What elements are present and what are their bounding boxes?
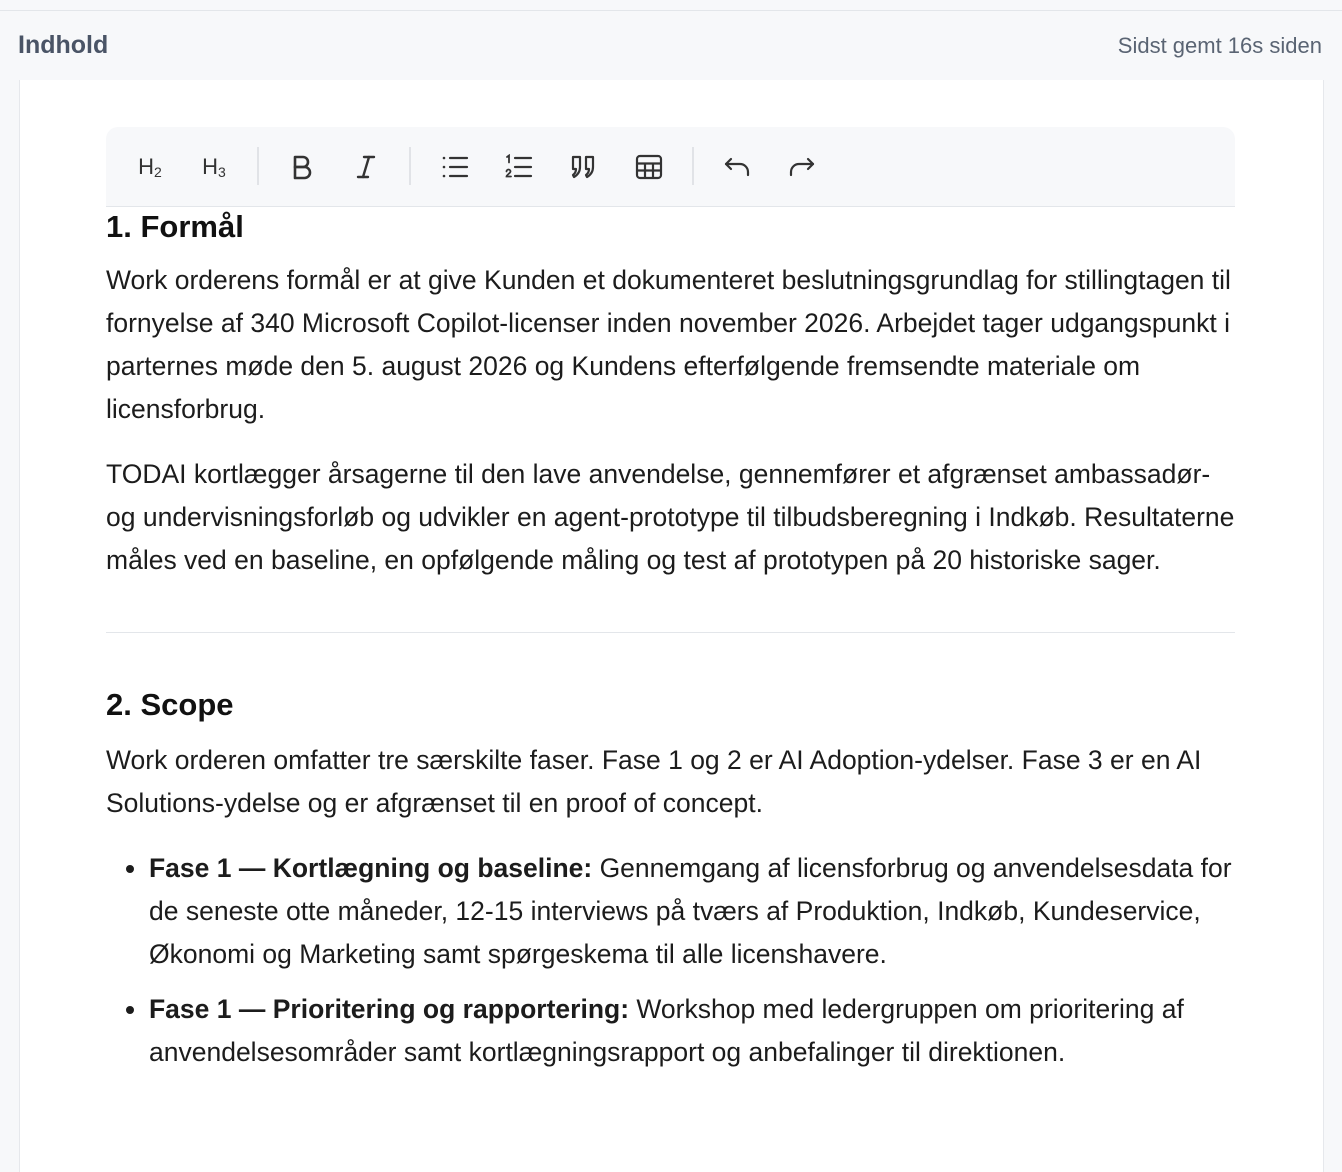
bullet-list-icon	[441, 154, 469, 180]
list-item-label: Fase 1 — Kortlægning og baseline:	[149, 853, 593, 883]
numbered-list-icon	[505, 154, 533, 180]
heading-3-button[interactable]	[191, 145, 237, 189]
paragraph: TODAI kortlægger årsagerne til den lave anvendelse, gennemfører et afgrænset ambassadør- og undervisningsforløb og udvikler en agent-prototype til tilbudsberegning i Indkøb. Resultaterne måles ved en baseline, en opfølgende måling og test af prototypen på 20 historiske sager.	[106, 459, 1235, 575]
table-button[interactable]	[626, 145, 672, 189]
bold-icon	[290, 154, 314, 180]
horizontal-rule	[106, 632, 1235, 633]
list-item	[149, 988, 1235, 1074]
quote-icon	[570, 154, 598, 180]
toolbar-separator	[409, 147, 411, 185]
heading-2-button[interactable]	[127, 145, 173, 189]
undo-button[interactable]	[714, 145, 760, 189]
section-heading: 2. Scope	[106, 687, 234, 722]
bold-button[interactable]	[279, 145, 325, 189]
redo-icon	[788, 156, 816, 178]
italic-icon	[354, 154, 378, 180]
heading-2-icon: $H_2$	[138, 154, 162, 180]
phase-list	[106, 847, 1235, 1074]
toolbar-separator	[257, 147, 259, 185]
undo-icon	[723, 156, 751, 178]
table-icon	[635, 154, 663, 180]
paragraph: Work orderen omfatter tre særskilte faser. Fase 1 og 2 er AI Adoption-ydelser. Fase 3 er en AI Solutions-ydelse og er afgrænset til en proof of concept.	[106, 745, 1202, 818]
editor-toolbar	[106, 127, 1235, 207]
document-body[interactable]	[106, 207, 1235, 1086]
save-status: Sidst gemt 16s siden	[1117, 33, 1322, 58]
italic-button[interactable]	[343, 145, 389, 189]
list-item	[149, 847, 1235, 976]
list-item-text: Workshop med ledergruppen om prioritering af anvendelsesområder samt kortlægningsrapport og anbefalinger til direktionen.	[149, 994, 1184, 1067]
list-item-text: Gennemgang af licensforbrug og anvendelsesdata for de seneste otte måneder, 12-15 interviews på tværs af Produktion, Indkøb, Kundeservice, Økonomi og Marketing samt spørgeskema til alle licenshavere.	[149, 853, 1232, 969]
numbered-list-button[interactable]	[496, 145, 542, 189]
paragraph: Work orderens formål er at give Kunden et dokumenteret beslutningsgrundlag for stillingtagen til fornyelse af 340 Microsoft Copilot-licenser inden november 2026. Arbejdet tager udgangspunkt i parternes møde den 5. august 2026 og Kundens efterfølgende fremsendte materiale om licensforbrug.	[106, 265, 1231, 424]
quote-button[interactable]	[561, 145, 607, 189]
redo-button[interactable]	[779, 145, 825, 189]
section-heading: 1. Formål	[106, 209, 244, 244]
heading-3-icon: $H_3$	[202, 154, 226, 180]
bullet-list-button[interactable]	[432, 145, 478, 189]
section-title: Indhold	[18, 31, 109, 59]
content-header	[0, 11, 1342, 80]
list-item-label: Fase 1 — Prioritering og rapportering:	[149, 994, 630, 1024]
toolbar-separator	[692, 147, 694, 185]
